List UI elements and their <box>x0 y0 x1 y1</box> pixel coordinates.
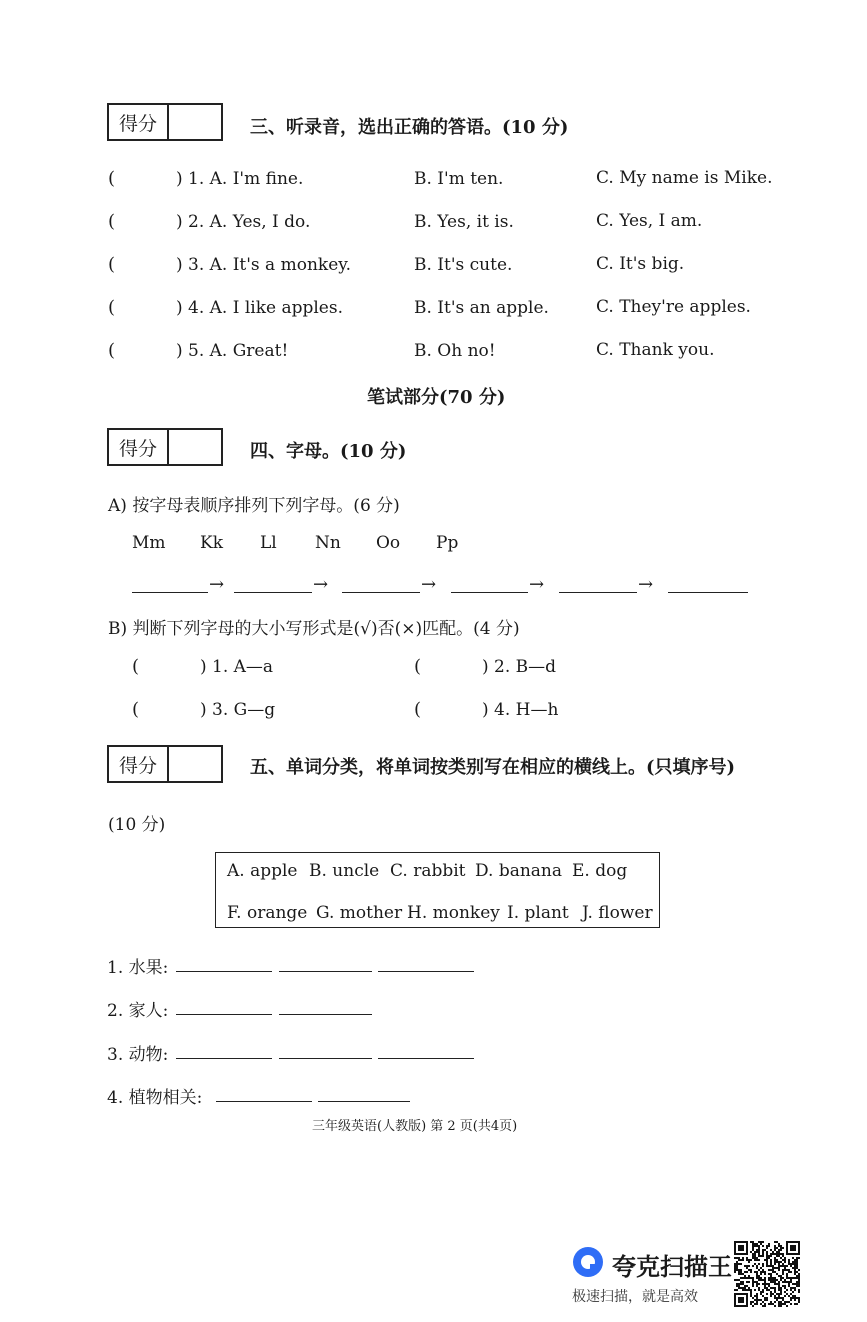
letter-pair: 2. B—d <box>494 657 556 677</box>
arrow-icon: → <box>638 574 654 595</box>
score-blank <box>169 430 221 464</box>
letter-item: Kk <box>200 533 224 553</box>
option-b: B. Oh no! <box>414 341 496 361</box>
option-a: 2. A. Yes, I do. <box>188 212 311 232</box>
answer-paren-close: ) <box>176 341 183 361</box>
answer-paren-open: ( <box>108 211 116 232</box>
judge-paren-close: ) <box>200 700 207 720</box>
judge-paren-close: ) <box>200 657 207 677</box>
answer-blank <box>451 592 528 593</box>
section4-part-a-instruction: A) 按字母表顺序排列下列字母。(6 分) <box>108 496 400 516</box>
category-blank <box>176 1058 272 1059</box>
word-option: G. mother <box>316 903 403 923</box>
score-label: 得分 <box>109 747 169 781</box>
qr-code-icon <box>734 1241 800 1307</box>
letter-item: Ll <box>260 533 277 553</box>
score-blank <box>169 105 221 139</box>
written-section-heading: 笔试部分(70 分) <box>367 387 506 408</box>
score-label: 得分 <box>109 105 169 139</box>
answer-blank <box>132 592 208 593</box>
score-box-section5 <box>107 745 223 783</box>
answer-blank <box>559 592 637 593</box>
category-blank <box>279 1058 372 1059</box>
word-option: H. monkey <box>407 903 500 923</box>
word-option: B. uncle <box>309 861 380 881</box>
judge-paren-open: ( <box>414 699 422 720</box>
letter-pair: 3. G—g <box>212 700 276 720</box>
score-box-section4 <box>107 428 223 466</box>
letter-pair: 1. A—a <box>212 657 274 677</box>
watermark-brand: 夸克扫描王 <box>612 1253 732 1281</box>
answer-paren-close: ) <box>176 255 183 275</box>
judge-paren-close: ) <box>482 700 489 720</box>
judge-paren-close: ) <box>482 657 489 677</box>
word-option: F. orange <box>227 903 308 923</box>
word-option: E. dog <box>572 861 628 881</box>
arrow-icon: → <box>529 574 545 595</box>
word-option: C. rabbit <box>390 861 466 881</box>
score-label: 得分 <box>109 430 169 464</box>
arrow-icon: → <box>209 574 225 595</box>
option-b: B. I'm ten. <box>414 169 504 189</box>
category-blank <box>378 1058 474 1059</box>
section5-title: 五、单词分类，将单词按类别写在相应的横线上。(只填序号) <box>250 757 736 778</box>
answer-paren-close: ) <box>176 169 183 189</box>
section3-title: 三、听录音，选出正确的答语。(10 分) <box>250 117 569 138</box>
option-a: 4. A. I like apples. <box>188 298 343 318</box>
option-c: C. Yes, I am. <box>596 211 703 231</box>
word-option: D. banana <box>475 861 563 881</box>
letter-item: Pp <box>436 533 459 553</box>
word-option: I. plant <box>507 903 569 923</box>
answer-paren-close: ) <box>176 298 183 318</box>
answer-paren-open: ( <box>108 340 116 361</box>
category-blank <box>378 971 474 972</box>
answer-blank <box>668 592 748 593</box>
judge-paren-open: ( <box>132 656 140 677</box>
category-label: 4. 植物相关: <box>107 1088 203 1108</box>
category-blank <box>176 1014 272 1015</box>
category-blank <box>176 971 272 972</box>
option-a: 3. A. It's a monkey. <box>188 255 352 275</box>
letter-pair: 4. H—h <box>494 700 559 720</box>
answer-blank <box>234 592 312 593</box>
judge-paren-open: ( <box>414 656 422 677</box>
option-c: C. They're apples. <box>596 297 751 317</box>
option-a: 1. A. I'm fine. <box>188 169 304 189</box>
section4-title: 四、字母。(10 分) <box>250 441 407 462</box>
option-c: C. My name is Mike. <box>596 168 773 188</box>
quark-logo-icon <box>572 1246 604 1278</box>
word-option: A. apple <box>227 861 298 881</box>
answer-paren-open: ( <box>108 254 116 275</box>
score-box-section3 <box>107 103 223 141</box>
option-c: C. It's big. <box>596 254 685 274</box>
category-blank <box>216 1101 312 1102</box>
category-label: 1. 水果: <box>107 958 169 978</box>
section4-part-b-instruction: B) 判断下列字母的大小写形式是(√)否(×)匹配。(4 分) <box>108 619 520 639</box>
category-blank <box>279 1014 372 1015</box>
option-b: B. It's an apple. <box>414 298 549 318</box>
score-blank <box>169 747 221 781</box>
category-blank <box>318 1101 410 1102</box>
answer-paren-open: ( <box>108 168 116 189</box>
option-a: 5. A. Great! <box>188 341 289 361</box>
arrow-icon: → <box>313 574 329 595</box>
letter-item: Mm <box>132 533 166 553</box>
option-b: B. It's cute. <box>414 255 513 275</box>
word-option: J. flower <box>582 903 653 923</box>
arrow-icon: → <box>421 574 437 595</box>
page-footer: 三年级英语(人教版) 第 2 页(共4页) <box>312 1119 518 1134</box>
letter-item: Nn <box>315 533 341 553</box>
judge-paren-open: ( <box>132 699 140 720</box>
word-bank-box <box>215 852 660 928</box>
section5-points: (10 分) <box>108 815 166 835</box>
letter-item: Oo <box>376 533 401 553</box>
category-blank <box>279 971 372 972</box>
category-label: 2. 家人: <box>107 1001 169 1021</box>
watermark-slogan: 极速扫描，就是高效 <box>572 1289 698 1305</box>
answer-paren-open: ( <box>108 297 116 318</box>
answer-paren-close: ) <box>176 212 183 232</box>
option-c: C. Thank you. <box>596 340 715 360</box>
option-b: B. Yes, it is. <box>414 212 514 232</box>
answer-blank <box>342 592 420 593</box>
category-label: 3. 动物: <box>107 1045 169 1065</box>
